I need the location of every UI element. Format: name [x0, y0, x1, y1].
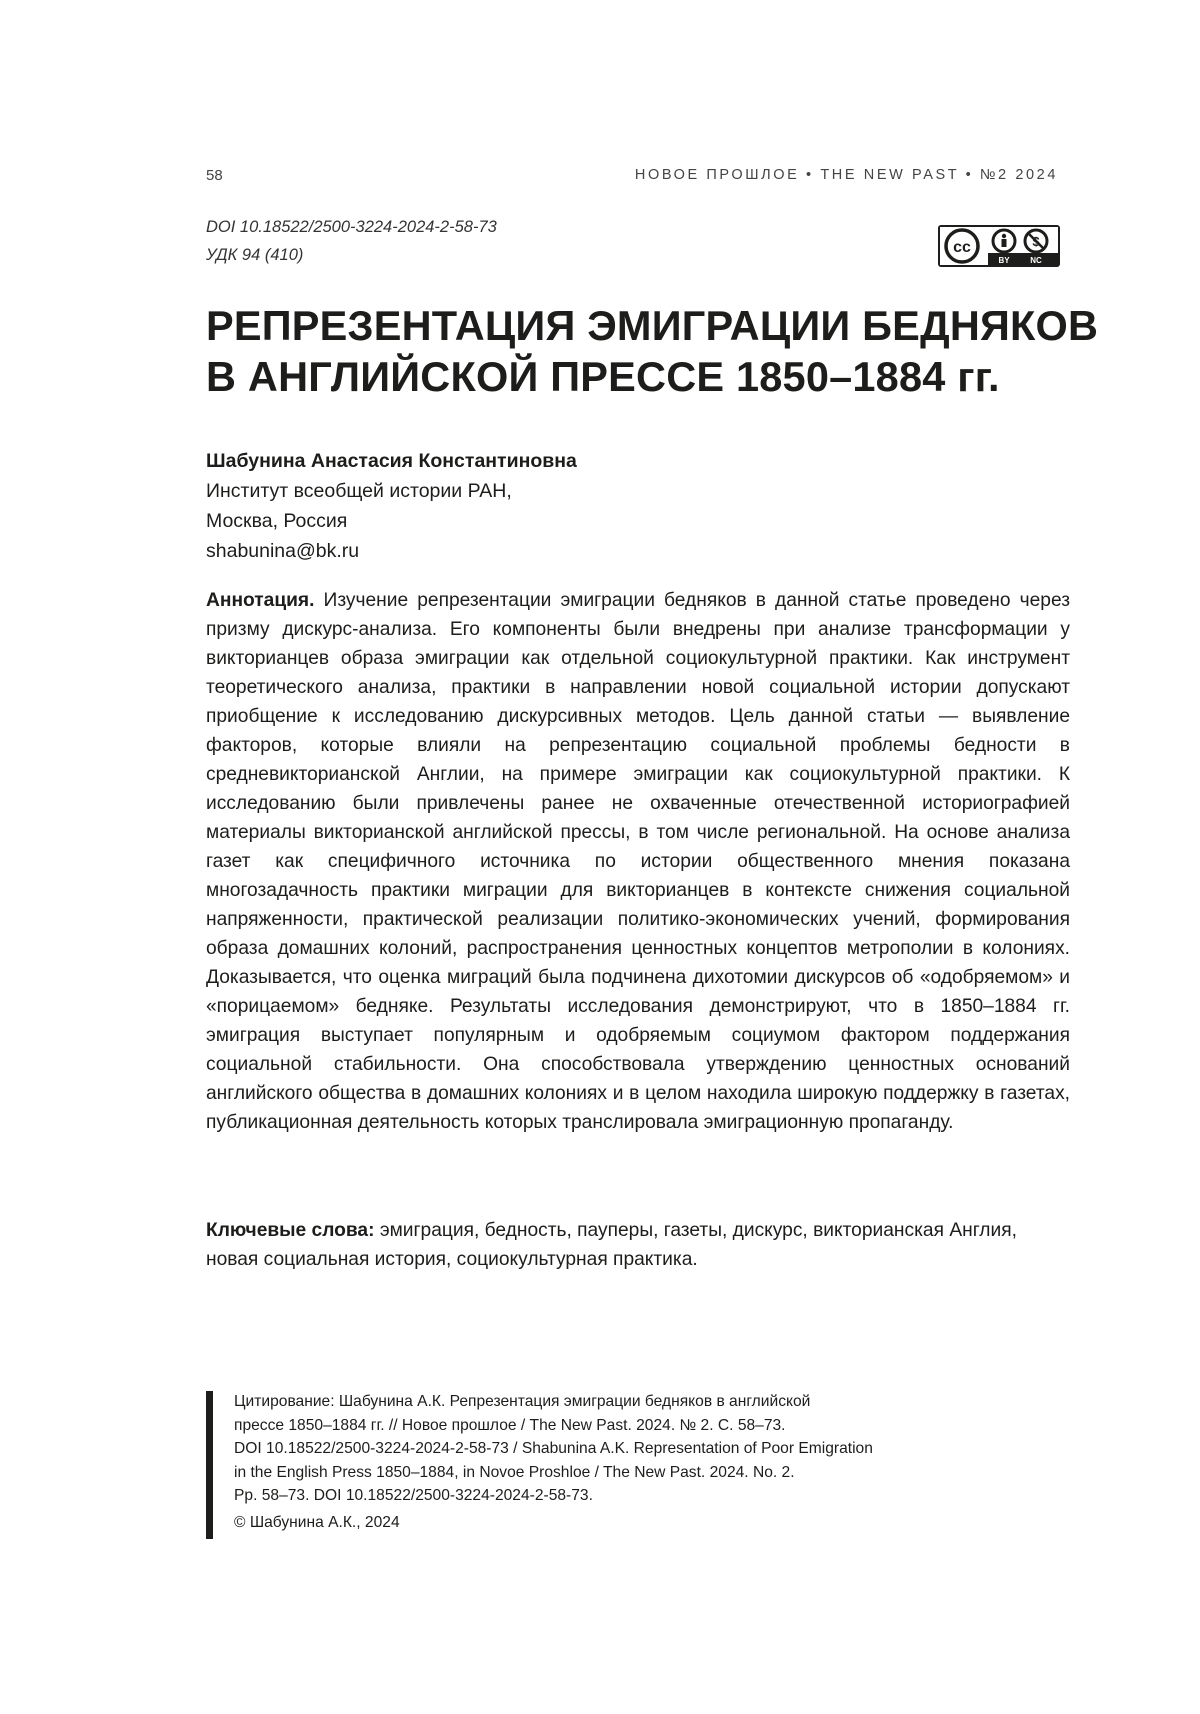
title-line-1: РЕПРЕЗЕНТАЦИЯ ЭМИГРАЦИИ БЕДНЯКОВ [206, 300, 1086, 351]
keywords [206, 1216, 1070, 1274]
abstract-text: Изучение репрезентации эмиграции бедняков в данной статье проведено через призму дискурс-анализа. Его компоненты были внедрены при анализе трансформации у викторианцев образа эмиграции как отдельной социокультурной практики. Как инструмент теоретического анализа, практики в направлении новой социальной истории допускают приобщение к исследованию дискурсивных методов. Цель данной статьи — выявление факторов, которые влияли на репрезентацию социальной проблемы бедности в средневикторианской Англии, на примере эмиграции как социокультурной практики. К исследованию были привлечены ранее не охваченные отечественной историографией материалы викторианской английской прессы, в том числе региональной. На основе анализа газет как специфичного источника по истории общественного мнения показана многозадачность практики миграции для викторианцев в контексте снижения социальной напряженности, практической реализации политико-экономических учений, формирования образа домашних колоний, распространения ценностных концептов метрополии в колониях. Доказывается, что оценка миграций была подчинена дихотомии дискурсов об «одобряемом» и «порицаемом» бедняке. Результаты исследования демонстрируют, что в 1850–1884 гг. эмиграция выступает популярным и одобряемым социумом фактором поддержания социальной стабильности. Она способствовала утверждению ценностных оснований английского общества в домашних колониях и в целом находила широкую поддержку в газетах, публикационная деятельность которых транслировала эмиграционную пропаганду. [206, 590, 1070, 1133]
cc-text: cc [953, 239, 971, 256]
nc-text: NC [1030, 256, 1042, 265]
citation-line: DOI 10.18522/2500-3224-2024-2-58-73 / Shabunina A.K. Representation of Poor Emigration [234, 1437, 954, 1461]
keywords-text: эмиграция, бедность, пауперы, газеты, дискурс, викторианская Англия, новая социальная история, социокультурная практика. [206, 1220, 1017, 1270]
citation-line: Цитирование: Шабунина А.К. Репрезентация эмиграции бедняков в английской [234, 1390, 954, 1414]
page-number: 58 [206, 167, 223, 184]
author-email[interactable]: shabunina@bk.ru [206, 536, 577, 566]
title-line-2: В АНГЛИЙСКОЙ ПРЕССЕ 1850–1884 гг. [206, 351, 1086, 402]
keywords-label: Ключевые слова: [206, 1220, 374, 1241]
citation-line: прессе 1850–1884 гг. // Новое прошлое / The New Past. 2024. № 2. С. 58–73. [234, 1414, 954, 1438]
citation-bar [206, 1391, 213, 1539]
author-institution: Институт всеобщей истории РАН, [206, 476, 577, 506]
article-title [206, 300, 1086, 402]
cc-license-graphic [940, 227, 1058, 265]
author-block [206, 446, 577, 566]
citation-line: Pp. 58–73. DOI 10.18522/2500-3224-2024-2-58-73. [234, 1484, 954, 1508]
citation-line: in the English Press 1850–1884, in Novoe Proshloe / The New Past. 2024. No. 2. [234, 1461, 954, 1485]
by-text: BY [998, 256, 1010, 265]
abstract [206, 586, 1070, 1137]
cc-by-nc-icon [938, 225, 1060, 267]
abstract-label: Аннотация. [206, 590, 314, 611]
copyright: © Шабунина А.К., 2024 [234, 1514, 400, 1532]
author-name: Шабунина Анастасия Константиновна [206, 446, 577, 476]
journal-running-header: НОВОЕ ПРОШЛОЕ • THE NEW PAST • №2 2024 [635, 167, 1058, 183]
citation-block [234, 1390, 954, 1508]
doi[interactable]: DOI 10.18522/2500-3224-2024-2-58-73 [206, 218, 497, 237]
author-location: Москва, Россия [206, 506, 577, 536]
udk: УДК 94 (410) [206, 246, 303, 265]
